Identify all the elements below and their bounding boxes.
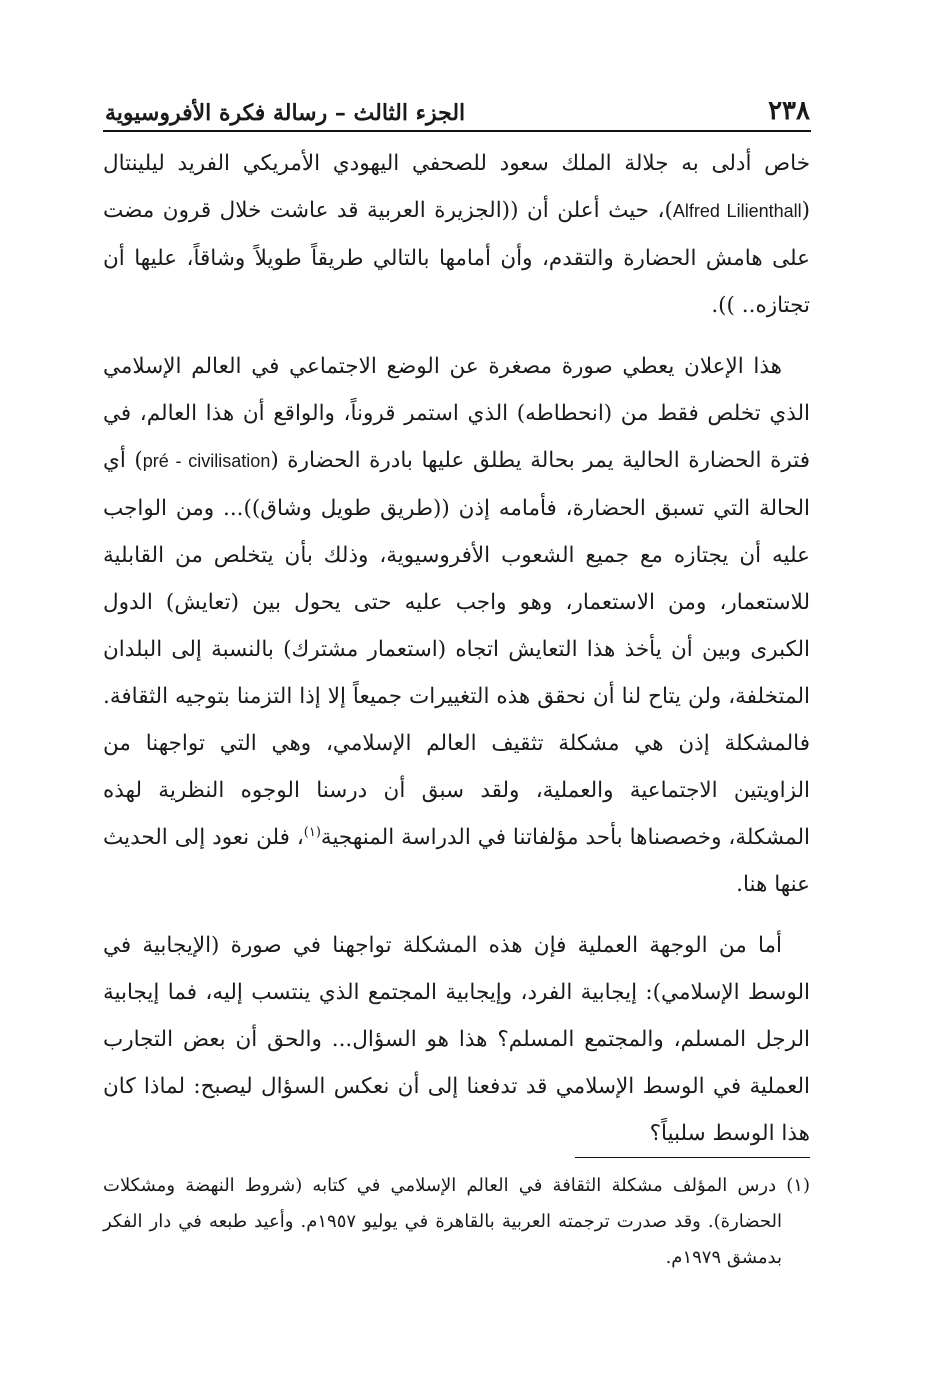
latin-term-pre-civilisation: pré - civilisation (142, 451, 271, 471)
page-header (105, 84, 810, 124)
paragraph-3: أما من الوجهة العملية فإن هذه المشكلة تواجهنا في صورة (الإيجابية في الوسط الإسلامي): إيجابية الفرد، وإيجابية المجتمع الذي ينتسب إليه، فما إيجابية الرجل المسلم، والمجتمع المسلم؟ هذا هو السؤال... والحق أن بعض التجارب العملية في الوسط الإسلامي قد تدفعنا إلى أن نعكس السؤال ليصبح: لماذا كان هذا الوسط سلبياً؟ (103, 933, 810, 1146)
footnotes (103, 1168, 810, 1276)
footnote-reference: (١) (303, 824, 321, 840)
page-number: ٢٣٨ (768, 96, 810, 126)
body-text (103, 140, 810, 1171)
header-rule (103, 130, 811, 132)
running-title: الجزء الثالث – رسالة فكرة الأفروسيوية (105, 100, 466, 126)
paragraph-2 (103, 343, 810, 908)
paragraph-2-text-b: ) أي الحالة التي تسبق الحضارة، فأمامه إذن ((طريق طويل وشاق))... ومن الواجب عليه أن يجتازه مع جميع الشعوب الأفروسيوية، وذلك بأن يتخلص من القابلية للاستعمار، ومن الاستعمار، وهو واجب عليه حتى يحول بين (تعايش) الدول الكبرى وبين أن يأخذ هذا التعايش اتجاه (استعمار مشترك) بالنسبة إلى البلدان المتخلفة، ولن يتاح لنا أن نحقق هذه التغييرات جميعاً إلا إذا التزمنا بتوجيه الثقافة. فالمشكلة إذن هي مشكلة تثقيف العالم الإسلامي، وهي التي تواجهنا من الزاويتين الاجتماعية والعملية، ولقد سبق أن درسنا الوجوه النظرية لهذه المشكلة، وخصصناها بأحد مؤلفاتنا في الدراسة المنهجية (103, 448, 810, 850)
paragraph-1 (103, 140, 810, 329)
footnote-separator (575, 1157, 810, 1158)
paragraph-2-text-c: ، فلن نعود إلى الحديث عنها هنا. (103, 825, 810, 897)
latin-name-alfred-lilienthall: Alfred Lilienthall (672, 201, 802, 221)
paragraph-1-text-b: )، حيث أعلن أن ((الجزيرة العربية قد عاشت خلال قرون مضت على هامش الحضارة والتقدم، وأن أمامها بالتالي طريقاً طويلاً وشاقاً، عليها أن تجتازه.. )). (103, 198, 810, 318)
footnote-1: (١) درس المؤلف مشكلة الثقافة في العالم الإسلامي في كتابه (شروط النهضة ومشكلات الحضارة). وقد صدرت ترجمته العربية بالقاهرة في يوليو ١٩٥٧م. وأعيد طبعه في دار الفكر بدمشق ١٩٧٩م. (103, 1175, 810, 1268)
paragraph-2-text-a: هذا الإعلان يعطي صورة مصغرة عن الوضع الاجتماعي في العالم الإسلامي الذي تخلص فقط من (انحطاطه) الذي استمر قروناً، والواقع أن هذا العالم، في فترة الحضارة الحالية يمر بحالة يطلق عليها بادرة الحضارة ( (103, 354, 810, 473)
paragraph-1-text-a: خاص أدلى به جلالة الملك سعود للصحفي اليهودي الأمريكي الفريد ليلينتال ( (103, 151, 810, 223)
